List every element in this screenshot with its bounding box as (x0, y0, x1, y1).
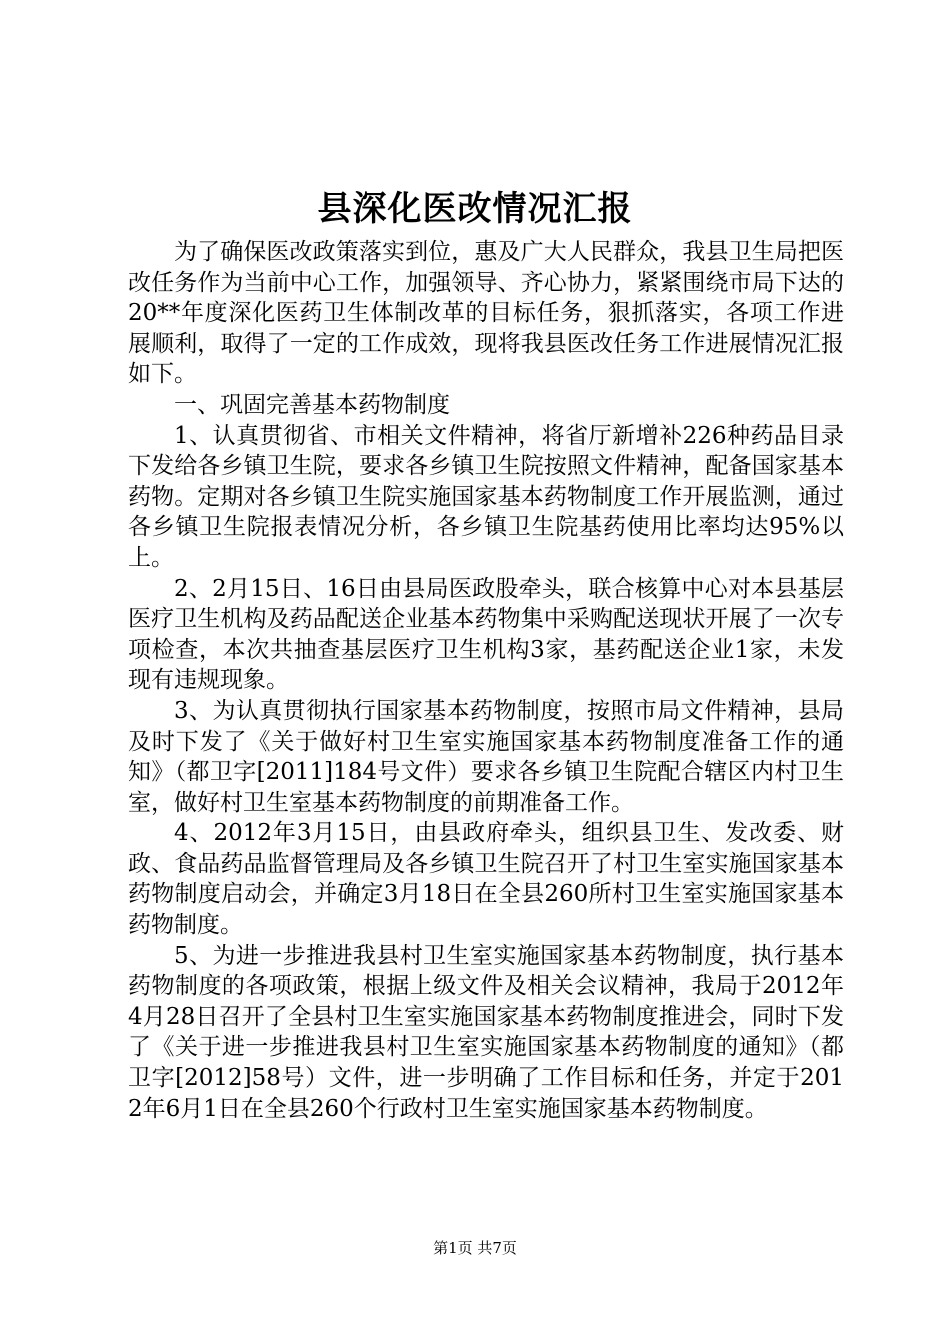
paragraph-item-4: 4、2012年3月15日，由县政府牵头，组织县卫生、发改委、财政、食品药品监督管理局及各乡镇卫生院召开了村卫生室实施国家基本药物制度启动会，并确定3月18日在全县260所村卫生室实施国家基本药物制度。 (128, 820, 844, 939)
document-title: 县深化医改情况汇报 (317, 189, 633, 229)
paragraph-item-1: 1、认真贯彻省、市相关文件精神，将省厅新增补226种药品目录下发给各乡镇卫生院，要求各乡镇卫生院按照文件精神，配备国家基本药物。定期对各乡镇卫生院实施国家基本药物制度工作开展监测，通过各乡镇卫生院报表情况分析，各乡镇卫生院基药使用比率均达95%以上。 (128, 422, 844, 571)
page-number: 第1页 (433, 1239, 473, 1257)
page-footer (0, 1238, 950, 1258)
page-total: 共7页 (477, 1239, 517, 1257)
document-body (128, 237, 844, 1124)
intro-paragraph: 为了确保医改政策落实到位，惠及广大人民群众，我县卫生局把医改任务作为当前中心工作，加强领导、齐心协力，紧紧围绕市局下达的20**年度深化医药卫生体制改革的目标任务，狠抓落实，各项工作进展顺利，取得了一定的工作成效，现将我县医改任务工作进展情况汇报如下。 (128, 239, 844, 388)
section-heading: 一、巩固完善基本药物制度 (174, 391, 450, 418)
paragraph-item-2: 2、2月15日、16日由县局医政股牵头，联合核算中心对本县基层医疗卫生机构及药品配送企业基本药物集中采购配送现状开展了一次专项检查，本次共抽查基层医疗卫生机构3家，基药配送企业1家，未发现有违规现象。 (128, 575, 844, 694)
paragraph-item-3: 3、为认真贯彻执行国家基本药物制度，按照市局文件精神，县局及时下发了《关于做好村卫生室实施国家基本药物制度准备工作的通知》（都卫字[2011]184号文件）要求各乡镇卫生院配合辖区内村卫生室，做好村卫生室基本药物制度的前期准备工作。 (128, 697, 844, 816)
paragraph-item-5: 5、为进一步推进我县村卫生室实施国家基本药物制度，执行基本药物制度的各项政策，根据上级文件及相关会议精神，我局于2012年4月28日召开了全县村卫生室实施国家基本药物制度推进会，同时下发了《关于进一步推进我县村卫生室实施国家基本药物制度的通知》（都卫字[2012]58号）文件，进一步明确了工作目标和任务，并定于2012年6月1日在全县260个行政村卫生室实施国家基本药物制度。 (128, 942, 844, 1122)
